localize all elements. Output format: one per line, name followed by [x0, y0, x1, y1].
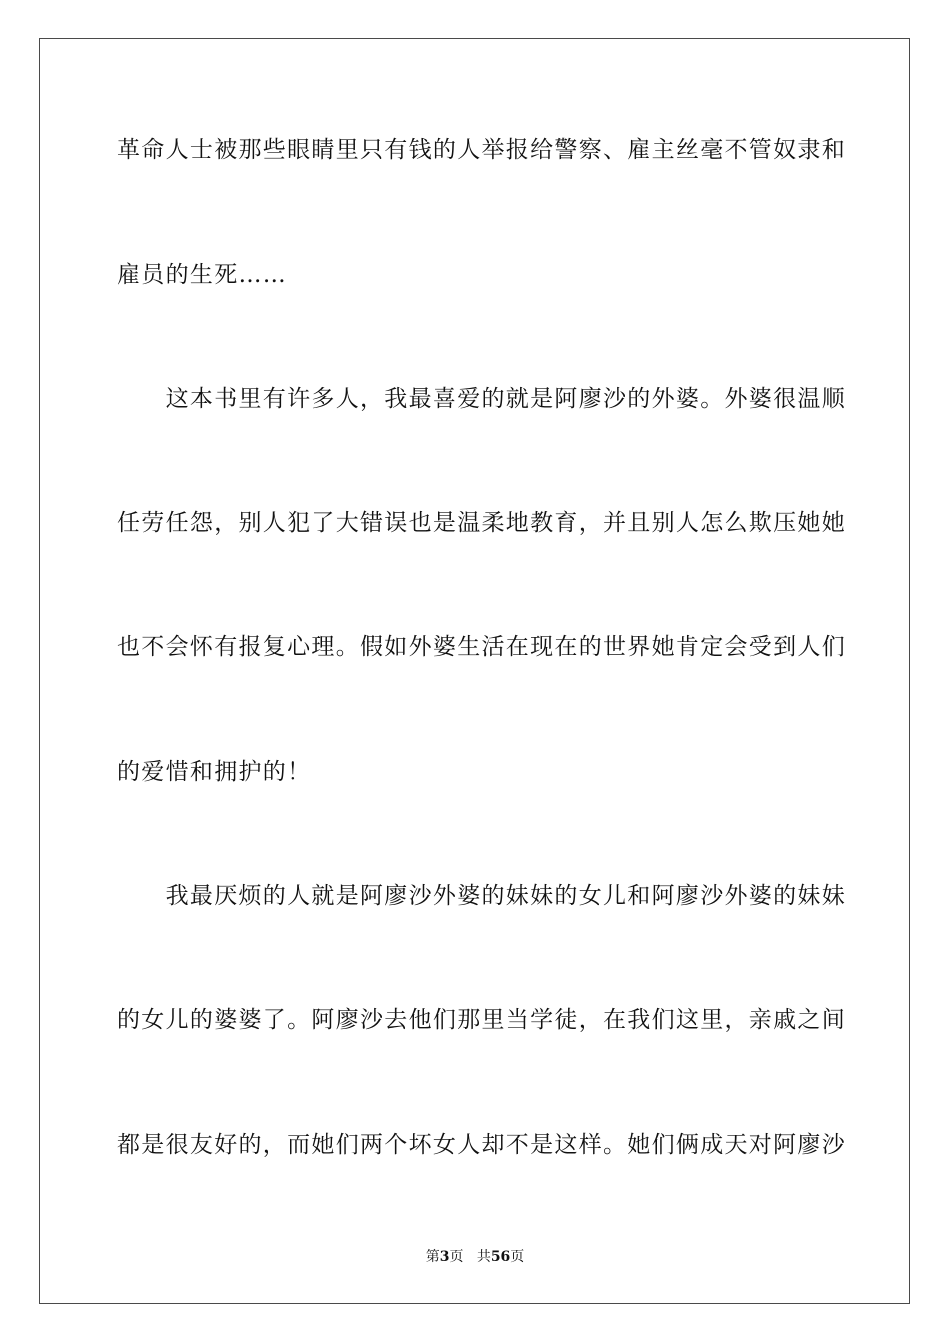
footer-page-suffix: 页: [449, 1249, 464, 1265]
footer-page-prefix: 第: [425, 1249, 440, 1265]
body-text-line-7: 我最厌烦的人就是阿廖沙外婆的妹妹的女儿和阿廖沙外婆的妹妹: [117, 883, 846, 909]
footer-total-pages: 56: [490, 1249, 511, 1265]
page-border: [39, 38, 910, 1304]
footer-spacer: [463, 1249, 476, 1265]
body-text-line-8: 的女儿的婆婆了。阿廖沙去他们那里当学徒，在我们这里，亲戚之间: [117, 1007, 846, 1033]
body-text-line-9: 都是很友好的，而她们两个坏女人却不是这样。她们俩成天对阿廖沙: [117, 1132, 846, 1158]
body-text-line-3: 这本书里有许多人，我最喜爱的就是阿廖沙的外婆。外婆很温顺: [117, 386, 846, 412]
body-text-line-5: 也不会怀有报复心理。假如外婆生活在现在的世界她肯定会受到人们: [117, 634, 846, 660]
body-text-line-6: 的爱惜和拥护的！: [117, 759, 312, 785]
footer-total-suffix: 页: [510, 1249, 525, 1265]
body-text-line-1: 革命人士被那些眼睛里只有钱的人举报给警察、雇主丝毫不管奴隶和: [117, 137, 846, 163]
footer-total-prefix: 共: [476, 1249, 491, 1265]
page-footer: [0, 1247, 950, 1267]
body-text-line-2: 雇员的生死……: [117, 262, 288, 288]
body-text-line-4: 任劳任怨，别人犯了大错误也是温柔地教育，并且别人怎么欺压她她: [117, 510, 846, 536]
footer-page-number: 3: [439, 1249, 450, 1265]
